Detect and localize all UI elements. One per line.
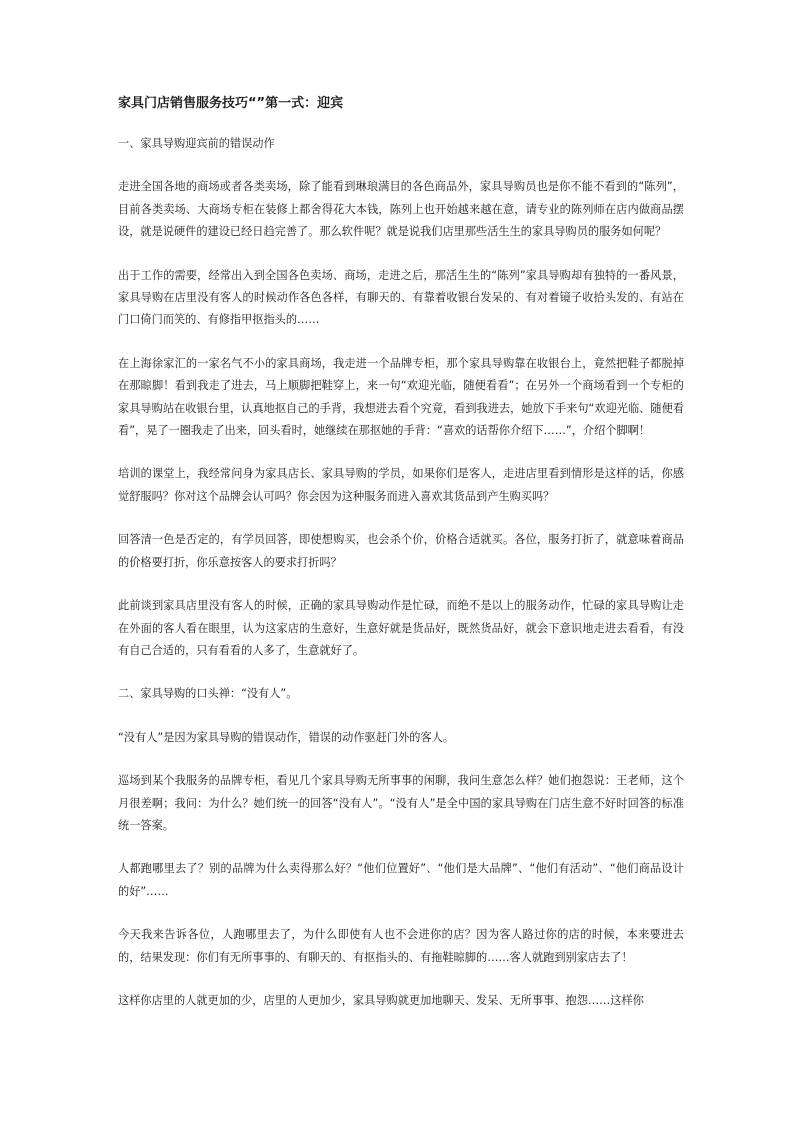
document-title: 家具门店销售服务技巧“”第一式：迎宾 [118, 96, 344, 111]
paragraph: 在上海徐家汇的一家名气不小的家具商场，我走进一个品牌专柜，那个家具导购靠在收银台上，竟然把鞋子都脱掉在那晾脚！看到我走了进去，马上顺脚把鞋穿上，来一句“欢迎光临，随便看看”；在另外一个商场看到一个专柜的家具导购站在收银台里，认真地抠自己的手背，我想进去看个究竟，看到我进去，她放下手来句“欢迎光临、随便看看”，晃了一圈我走了出来，回头看时，她继续在那抠她的手背：“喜欢的话帮你介绍下……”，介绍个脚啊！ [118, 356, 684, 438]
paragraph: 走进全国各地的商场或者各类卖场，除了能看到琳琅满目的各色商品外，家具导购员也是你不能不看到的“陈列”，目前各类卖场、大商场专柜在装修上都舍得花大本钱，陈列上也开始越来越在意，请专业的陈列师在店内做商品摆设，就是说硬件的建设已经日趋完善了。那么软件呢？就是说我们店里那些活生生的家具导购员的服务如何呢？ [118, 180, 684, 239]
paragraph: 培训的课堂上，我经常问身为家具店长、家具导购的学员，如果你们是客人，走进店里看到情形是这样的话，你感觉舒服吗？你对这个品牌会认可吗？你会因为这种服务而进入喜欢其货品到产生购买吗？ [118, 467, 684, 503]
paragraph: 这样你店里的人就更加的少，店里的人更加少，家具导购就更加地聊天、发呆、无所事事、抱怨……这样你 [118, 993, 644, 1007]
paragraph: 出于工作的需要，经常出入到全国各色卖场、商场，走进之后，那活生生的“陈列”家具导购却有独特的一番风景，家具导购在店里没有客人的时候动作各色各样，有聊天的、有靠着收银台发呆的、有对着镜子收拾头发的、有站在门口倚门而笑的、有修指甲抠指头的…… [118, 268, 684, 327]
paragraph: 今天我来告诉各位，人跑哪里去了，为什么即使有人也不会进你的店？因为客人路过你的店的时候，本来要进去的，结果发现：你们有无所事事的、有聊天的、有抠指头的、有拖鞋晾脚的……客人就跑到别家店去了！ [118, 928, 684, 964]
section-heading-1: 一、家具导购迎宾前的错误动作 [118, 137, 275, 150]
paragraph: “没有人”是因为家具导购的错误动作，错误的动作驱赶门外的客人。 [118, 730, 455, 744]
document-page [118, 94, 684, 1033]
section-heading-2: 二、家具导购的口头禅：“没有人”。 [118, 687, 298, 701]
paragraph: 人都跑哪里去了？别的品牌为什么卖得那么好？“他们位置好”、“他们是大品牌”、“他们有活动”、“他们商品设计的好”…… [118, 862, 684, 898]
paragraph: 巡场到某个我服务的品牌专柜，看见几个家具导购无所事事的闲聊，我问生意怎么样？她们抱怨说：王老师，这个月很差啊；我问：为什么？她们统一的回答“没有人”。“没有人”是全中国的家具导购在门店生意不好时回答的标准统一答案。 [118, 774, 684, 832]
paragraph: 回答清一色是否定的，有学员回答，即使想购买，也会杀个价，价格合适就买。各位，服务打折了，就意味着商品的价格要打折，你乐意按客人的要求打折吗？ [118, 533, 684, 569]
paragraph: 此前谈到家具店里没有客人的时候，正确的家具导购动作是忙碌，而绝不是以上的服务动作，忙碌的家具导购让走在外面的客人看在眼里，认为这家店的生意好，生意好就是货品好，既然货品好，就会下意识地走进去看看，有没有自己合适的，只有看看的人多了，生意就好了。 [118, 599, 684, 657]
